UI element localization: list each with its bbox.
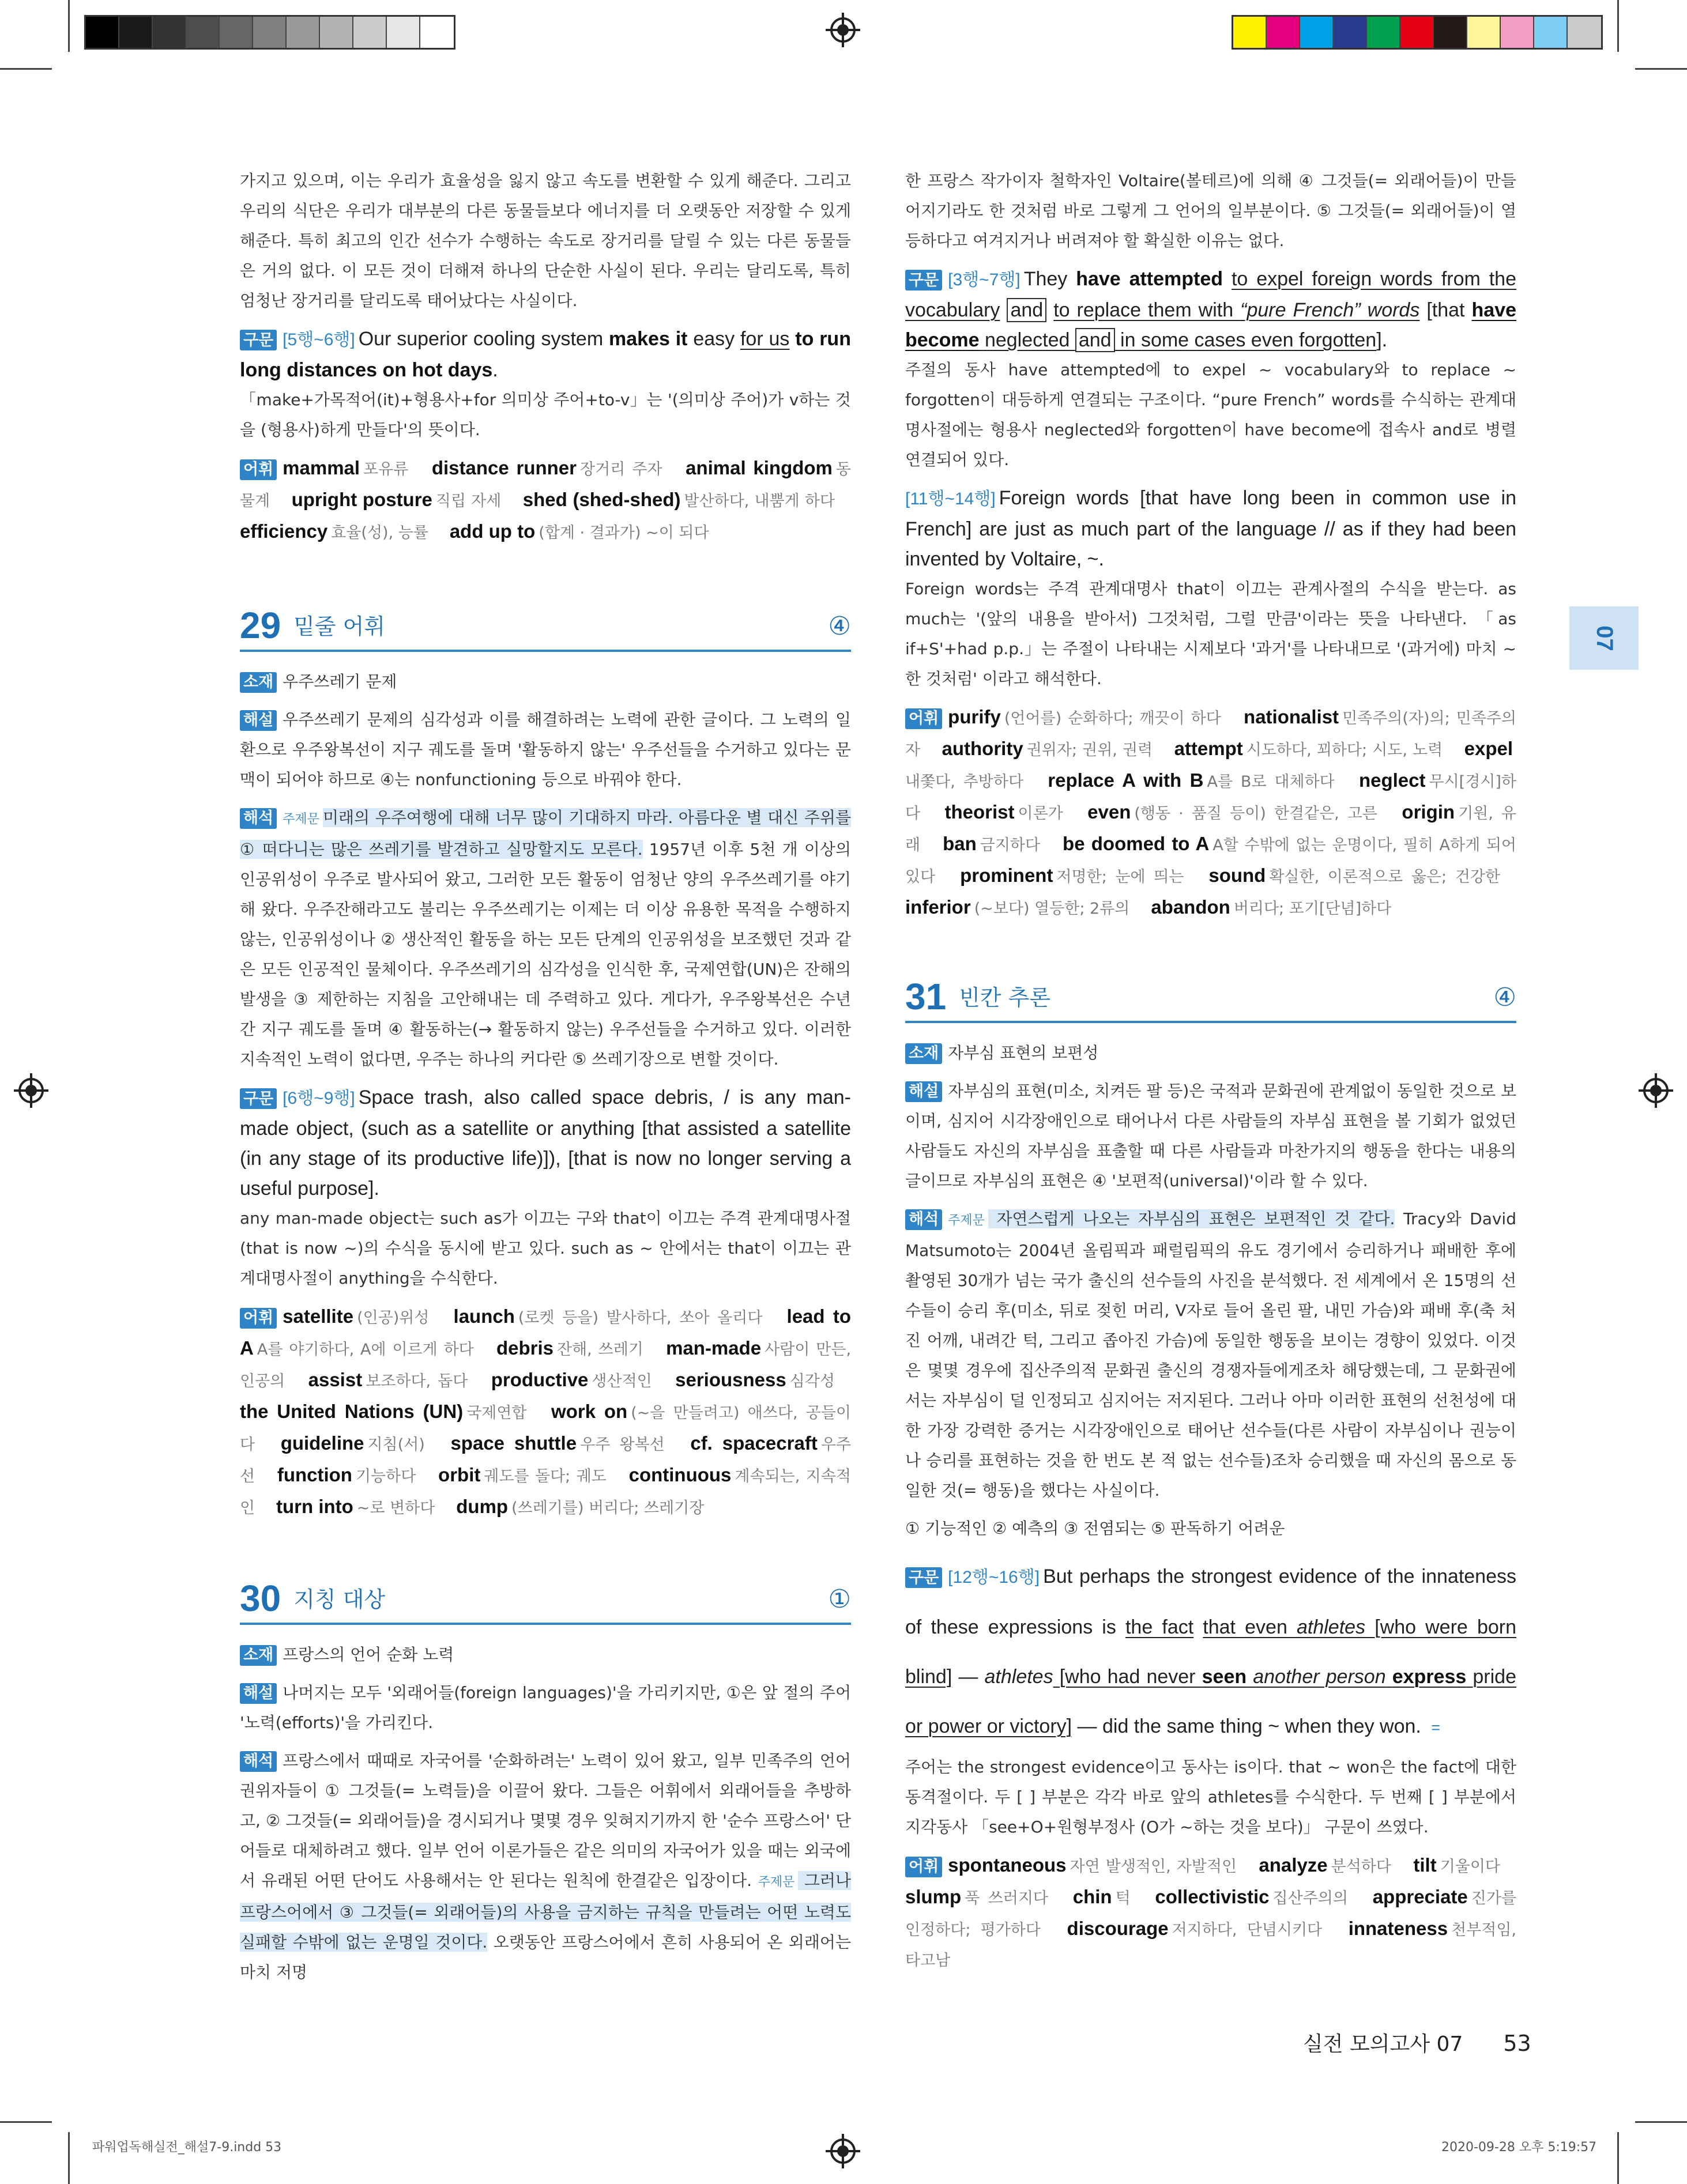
vocab-entry bbox=[432, 459, 662, 478]
vocab-entry bbox=[1067, 1920, 1323, 1939]
vocab-entry bbox=[960, 867, 1184, 886]
vocab-meaning: 민족주의(자)의; 민족주의자 bbox=[905, 710, 1516, 759]
vocab-word: add up to bbox=[449, 520, 536, 542]
q30-translation-continued: 한 프랑스 작가이자 철학자인 Voltaire(볼테르)에 의해 ④ 그것들(= 외래어들)이 만들어지기라도 한 것처럼 바로 그렇게 그 언어의 일부분이다. ⑤ 그것들(= 외래어들)이 열등하다고 여겨지거나 버려져야 할 확실한 이유는 없다. bbox=[905, 171, 1516, 250]
vocab-word: nationalist bbox=[1244, 706, 1339, 727]
vocab-entry bbox=[450, 1432, 665, 1454]
q31-translation: 해석 주제문 자연스럽게 나오는 자부심의 표현은 보편적인 것 같다. Tracy와 David Matsumoto는 2004년 올림픽과 패럴림픽의 유도 경기에서 승리하거나 패배한 후에 촬영된 30개가 넘는 국가 출신의 선수들의 사진을 분석했다. 전 세계에서 온 15명의 선수들이 승리 후(미소, 뒤로 젖힌 머리, V자로 들어 올린 팔, 내민 가슴)와 패배 후(축 처진 어깨, 내려간 턱, 그리고 좁아진 가슴)에 동일한 행동을 보이는 경향이 있었다. 이것은 몇몇 경우에 집산주의적 문화권 출신의 경쟁자들에게조차 해당했는데, 그 문화권에서는 자부심이 덜 인정되고 심지어는 저지된다. 그러나 아마 이러한 표현의 선천성에 대한 가장 강력한 증거는 시각장애인으로 태어난 선수들(다른 사람이 자부심이나 권능이나 승리를 표현하는 것을 한 번도 본 적 없는 선수들)조차 승리했을 때 자신의 몸으로 동일한 것(= 행동)을 했다는 사실이다. bbox=[905, 1209, 1516, 1500]
vocab-entry bbox=[456, 1498, 704, 1517]
q29-topic: 소재 우주쓰레기 문제 bbox=[240, 667, 851, 697]
vocab-meaning: (로켓 등을) 발사하다, 쏘아 올리다 bbox=[518, 1309, 763, 1327]
vocab-entry bbox=[283, 459, 408, 478]
color-swatch bbox=[1467, 17, 1501, 48]
vocab-word: attempt bbox=[1174, 738, 1243, 759]
vocab-meaning: 궤도를 돌다; 궤도 bbox=[484, 1468, 607, 1485]
vocab-meaning: 이론가 bbox=[1018, 805, 1063, 823]
vocab-word: innateness bbox=[1348, 1918, 1448, 1939]
vocab-entry bbox=[948, 1854, 1237, 1876]
color-swatch bbox=[119, 17, 153, 48]
color-swatch bbox=[1267, 17, 1300, 48]
vocab-entry bbox=[491, 1371, 652, 1390]
vocab-meaning: 버리다; 포기[단념]하다 bbox=[1233, 900, 1392, 918]
color-swatch bbox=[387, 17, 420, 48]
vocab-meaning: 직립 자세 bbox=[435, 492, 502, 510]
question-30-header bbox=[240, 1580, 851, 1625]
q31-explanation: 해설 자부심의 표현(미소, 치켜든 팔 등)은 국적과 문화권에 관계없이 동일한 것으로 보이며, 심지어 시각장애인으로 태어나서 다른 사람들의 자부심 표현을 볼 기회가 없었던 사람들도 자신의 자부심을 표출할 때 다른 사람들과 마찬가지의 행동을 한다는 내용의 글이므로 자부심의 표현은 ④ '보편적(universal)'이라 할 수 있다. bbox=[905, 1081, 1516, 1190]
vocab-word: collectivistic bbox=[1155, 1886, 1270, 1907]
q31-vocabulary: 어휘 spontaneous 자연 발생적인, 자발적인 analyze 분석하다 tilt 기울이다 slump 푹 쓰러지다 chin 턱 collectivistic 집산주의의 appreciate 진가를 인정하다; 평가하다 discourage 저지하다, 단념시키다 innateness 천부적임, 타고남 bbox=[905, 1854, 1517, 1970]
q29-vocabulary: 어휘 satellite (인공)위성 launch (로켓 등을) 발사하다, 쏘아 올리다 lead to A A를 야기하다, A에 이르게 하다 debris 잔해, 쓰레기 man-made 사람이 만든, 인공의 assist 보조하다, 돕다 productive 생산적인 seriousness 심각성 the United Nations (UN) 국제연합 work on (~을 만들려고) 애쓰다, 공들이다 guideline 지침(서) space shuttle 우주 왕복선 cf. spacecraft 우주선 function 기능하다 orbit 궤도를 돌다; 궤도 continuous 계속되는, 지속적인 turn into ~로 변하다 dump (쓰레기를) 버리다; 쓰레기장 bbox=[240, 1306, 852, 1517]
color-swatch bbox=[353, 17, 387, 48]
vocab-word: man-made bbox=[666, 1337, 762, 1359]
vocab-meaning: (인공)위성 bbox=[357, 1309, 430, 1327]
vocab-entry bbox=[1208, 867, 1500, 886]
vocab-word: distance runner bbox=[431, 457, 577, 478]
question-type: 지칭 대상 bbox=[293, 1587, 386, 1612]
vocab-meaning: 포유류 bbox=[363, 461, 409, 478]
vocab-meaning: 발산하다, 내뿜게 하다 bbox=[684, 492, 835, 510]
equals-mark: = bbox=[1431, 1719, 1441, 1736]
vocab-entry bbox=[1073, 1888, 1131, 1907]
slug-datetime: 2020-09-28 오후 5:19:57 bbox=[1441, 2140, 1597, 2155]
vocab-entry bbox=[308, 1371, 468, 1390]
vocab-word: animal kingdom bbox=[686, 457, 833, 478]
color-swatch bbox=[86, 17, 119, 48]
registration-mark-icon bbox=[826, 2134, 860, 2168]
vocab-word: tilt bbox=[1413, 1854, 1437, 1876]
vocab-meaning: 우주선 bbox=[240, 1436, 851, 1485]
vocab-word: replace A with B bbox=[1048, 770, 1204, 791]
left-column bbox=[240, 166, 851, 1996]
vocab-word: analyze bbox=[1259, 1854, 1328, 1876]
color-swatch bbox=[1300, 17, 1334, 48]
vocab-word: orbit bbox=[438, 1464, 481, 1485]
vocab-word: sound bbox=[1208, 865, 1266, 886]
color-swatch bbox=[1534, 17, 1568, 48]
vocab-word: purify bbox=[948, 706, 1001, 727]
vocab-meaning: 천부적임, 타고남 bbox=[905, 1921, 1517, 1970]
vocab-entry bbox=[1259, 1854, 1391, 1876]
color-swatch bbox=[1334, 17, 1367, 48]
vocab-word: chin bbox=[1072, 1886, 1112, 1907]
vocab-meaning: 분석하다 bbox=[1331, 1858, 1391, 1876]
vocab-word: abandon bbox=[1151, 896, 1230, 918]
vocab-entry bbox=[1174, 740, 1443, 759]
vocab-entry bbox=[948, 708, 1221, 727]
vocab-meaning: (언어를) 순화하다; 깨끗이 하다 bbox=[1004, 710, 1221, 727]
crop-mark bbox=[1635, 2121, 1687, 2123]
q31-topic: 소재 자부심 표현의 보편성 bbox=[905, 1038, 1516, 1068]
q31-choices: ① 기능적인 ② 예측의 ③ 전염되는 ⑤ 판독하기 어려운 bbox=[905, 1519, 1285, 1538]
crop-mark bbox=[1635, 68, 1687, 70]
question-type: 빈칸 추론 bbox=[959, 985, 1051, 1010]
right-column bbox=[905, 166, 1516, 1984]
color-swatch bbox=[1400, 17, 1434, 48]
vocab-entry bbox=[276, 1498, 435, 1517]
vocab-meaning: 턱 bbox=[1115, 1889, 1131, 1907]
registration-mark-icon bbox=[1639, 1073, 1673, 1108]
color-swatch bbox=[1568, 17, 1601, 48]
vocab-word: satellite bbox=[283, 1306, 354, 1327]
vocab-word: dump bbox=[456, 1496, 509, 1517]
vocab-meaning: 우주 왕복선 bbox=[580, 1436, 665, 1454]
grayscale-color-bar bbox=[84, 15, 455, 50]
vocab-meaning: 기원, 유래 bbox=[905, 805, 1516, 854]
vocab-meaning: 심각성 bbox=[789, 1372, 835, 1390]
question-number: 31 bbox=[905, 976, 947, 1017]
color-swatch bbox=[186, 17, 220, 48]
vocab-word: continuous bbox=[628, 1464, 732, 1485]
vocab-entry bbox=[943, 835, 1040, 854]
vocab-meaning: 생산적인 bbox=[592, 1372, 652, 1390]
vocab-word: upright posture bbox=[291, 489, 432, 510]
gumun-tag: 구문 bbox=[240, 330, 277, 350]
q30-explanation: 해설 나머지는 모두 '외래어들(foreign languages)'을 가리키지만, ①은 앞 절의 주어 '노력(efforts)'을 가리킨다. bbox=[240, 1683, 851, 1732]
vocab-word: lead to A bbox=[240, 1306, 852, 1359]
vocab-entry bbox=[1155, 1888, 1348, 1907]
vocab-entry bbox=[292, 491, 502, 510]
page-footer bbox=[1303, 2028, 1531, 2057]
vocab-word: origin bbox=[1402, 801, 1455, 823]
color-swatch bbox=[320, 17, 353, 48]
vocab-entry bbox=[449, 520, 709, 542]
registration-mark-icon bbox=[826, 13, 860, 47]
vocab-entry bbox=[283, 1308, 429, 1327]
vocab-meaning: 저명한; 눈에 띄는 bbox=[1056, 868, 1184, 886]
answer-badge: ④ bbox=[828, 612, 851, 641]
crop-mark bbox=[68, 0, 70, 52]
vocab-word: prominent bbox=[960, 865, 1053, 886]
vocab-word: assist bbox=[308, 1369, 363, 1390]
answer-badge: ④ bbox=[1493, 983, 1516, 1012]
q30-vocabulary: 어휘 purify (언어를) 순화하다; 깨끗이 하다 nationalist 민족주의(자)의; 민족주의자 authority 권위자; 권위, 권력 attempt 시도하다, 꾀하다; 시도, 노력 expel내쫓다, 추방하다 replace A with B A를 B로 대체하다 neglect 무시[경시]하다 theorist 이론가 even (행동 · 품질 등이) 한결같은, 고른 origin 기원, 유래 ban 금지하다 be doomed to A A할 수밖에 없는 운명이다, 필히 A하게 되어 있다 prominent 저명한; 눈에 띄는 sound 확실한, 이론적으로 옳은; 건강한 inferior (~보다) 열등한; 2류의 abandon 버리다; 포기[단념]하다 bbox=[905, 706, 1516, 918]
vocab-word: space shuttle bbox=[450, 1432, 577, 1454]
vocab-meaning: 지침(서) bbox=[367, 1436, 425, 1454]
color-swatch bbox=[420, 17, 454, 48]
vocab-meaning: 기울이다 bbox=[1440, 1858, 1501, 1876]
q28-vocabulary bbox=[240, 453, 851, 548]
vocab-word: appreciate bbox=[1372, 1886, 1468, 1907]
vocab-entry bbox=[438, 1466, 607, 1485]
vocab-meaning: 무시[경시]하다 bbox=[905, 773, 1516, 823]
vocab-word: inferior bbox=[905, 896, 971, 918]
vocab-word: spontaneous bbox=[948, 1854, 1067, 1876]
q30-topic: 소재 프랑스의 언어 순화 노력 bbox=[240, 1640, 851, 1670]
color-swatch bbox=[1233, 17, 1267, 48]
cmyk-color-bar bbox=[1232, 15, 1603, 50]
vocab-meaning: 푹 쓰러지다 bbox=[965, 1889, 1049, 1907]
vocab-meaning: 보조하다, 돕다 bbox=[366, 1372, 468, 1390]
answer-badge: ① bbox=[828, 1585, 851, 1614]
vocab-meaning: A를 B로 대체하다 bbox=[1207, 773, 1335, 791]
vocab-word: guideline bbox=[280, 1432, 364, 1454]
vocab-tag: 어휘 bbox=[240, 459, 277, 480]
vocab-word: discourage bbox=[1067, 1918, 1169, 1939]
vocab-meaning: 효율(성), 능률 bbox=[331, 524, 428, 542]
vocab-entry bbox=[280, 1432, 425, 1454]
vocab-meaning: 내쫓다, 추방하다 bbox=[905, 773, 1024, 791]
vocab-entry bbox=[1087, 801, 1378, 823]
vocab-meaning: A할 수밖에 없는 운명이다, 필히 A하게 되어 있다 bbox=[905, 836, 1516, 886]
vocab-word: turn into bbox=[276, 1496, 353, 1517]
vocab-meaning: (쓰레기를) 버리다; 쓰레기장 bbox=[511, 1499, 705, 1517]
vocab-meaning: 장거리 주자 bbox=[580, 461, 662, 478]
vocab-entry bbox=[942, 740, 1153, 759]
crop-mark bbox=[0, 68, 52, 70]
vocab-meaning: 확실한, 이론적으로 옳은; 건강한 bbox=[1269, 868, 1500, 886]
registration-mark-icon bbox=[14, 1073, 48, 1108]
question-type: 밑줄 어휘 bbox=[293, 614, 386, 639]
vocab-meaning: (합계 · 결과가) ~이 되다 bbox=[539, 524, 709, 542]
vocab-word: shed (shed-shed) bbox=[522, 489, 681, 510]
crop-mark bbox=[1617, 2132, 1619, 2184]
vocab-meaning: 사람이 만든, 인공의 bbox=[240, 1341, 852, 1390]
vocab-meaning: (~을 만들려고) 애쓰다, 공들이다 bbox=[240, 1404, 851, 1454]
vocab-meaning: 기능하다 bbox=[355, 1468, 416, 1485]
vocab-meaning: A를 야기하다, A에 이르게 하다 bbox=[257, 1341, 474, 1359]
vocab-entry bbox=[675, 1371, 835, 1390]
vocab-meaning: 집산주의의 bbox=[1272, 1889, 1348, 1907]
color-swatch bbox=[1434, 17, 1467, 48]
crop-mark bbox=[0, 2121, 52, 2123]
question-number: 29 bbox=[240, 605, 281, 646]
color-swatch bbox=[153, 17, 186, 48]
chapter-side-tab: 07 bbox=[1569, 606, 1639, 670]
vocab-meaning: ~로 변하다 bbox=[356, 1499, 435, 1517]
vocab-word: productive bbox=[491, 1369, 589, 1390]
color-swatch bbox=[1501, 17, 1534, 48]
vocab-word: seriousness bbox=[675, 1369, 786, 1390]
vocab-entry bbox=[277, 1466, 416, 1485]
vocab-word: be doomed to A bbox=[1063, 833, 1210, 854]
vocab-entry bbox=[496, 1337, 643, 1359]
vocab-entry bbox=[905, 896, 1130, 918]
vocab-entry bbox=[454, 1308, 763, 1327]
vocab-meaning: 금지하다 bbox=[980, 836, 1041, 854]
vocab-entry bbox=[1048, 772, 1334, 791]
vocab-word: efficiency bbox=[240, 520, 328, 542]
vocab-meaning: 저지하다, 단념시키다 bbox=[1172, 1921, 1323, 1939]
vocab-word: neglect bbox=[1358, 770, 1426, 791]
question-31-header bbox=[905, 978, 1516, 1023]
vocab-word: the United Nations (UN) bbox=[240, 1401, 464, 1422]
q29-grammar-note: 구문 [6행~9행] Space trash, also called space debris, / is any man-made object, (such as a satellite or anything [that assisted a satellite (in any stage of its productive life)]), [that is now no longer serving a useful purpose]. any man-made object는 such as가 이끄는 구와 that이 이끄는 주격 관계대명사절(that is now ~)의 수식을 동시에 받고 있다. such as ~ 안에서는 that이 이끄는 관계대명사절이 anything을 수식한다. bbox=[240, 1087, 851, 1288]
q30-grammar-note-1: 구문 [3행~7행] They have attempted to expel foreign words from the vocabulary and to replace them with “pure French” words [that have become neglected and in some cases even forgotten]. 주절의 동사 have attempted에 to expel ~ vocabulary와 to replace ~ forgotten이 대등하게 연결되는 구조이다. “pure French” words를 수식하는 관계대명사절에는 형용사 neglected와 forgotten이 have become에 접속사 and로 병렬 연결되어 있다. bbox=[905, 268, 1517, 469]
vocab-word: expel bbox=[1464, 738, 1513, 759]
vocab-word: launch bbox=[453, 1306, 515, 1327]
question-number: 30 bbox=[240, 1578, 281, 1619]
question-29-header bbox=[240, 607, 851, 652]
q31-grammar-note: 구문 [12행~16행] But perhaps the strongest evidence of the innateness of these expressions is the fact that even athletes [who were born blind] — athletes [who had never seen another person express pride or power or victory] — did the same thing ~ when they won. = 주어는 the strongest evidence이고 동사는 is이다. that ~ won은 the fact에 대한 동격절이다. 두 [ ] 부분은 각각 바로 앞의 athletes를 수식한다. 두 번째 [ ] 부분에서 지각동사 「see+O+원형부정사 (O가 ~하는 것을 보다)」 구문이 쓰였다. bbox=[905, 1566, 1516, 1836]
vocab-word: ban bbox=[943, 833, 977, 854]
vocab-entry bbox=[1413, 1854, 1501, 1876]
vocab-meaning: 국제연합 bbox=[466, 1404, 527, 1422]
vocab-meaning: (행동 · 품질 등이) 한결같은, 고른 bbox=[1134, 805, 1378, 823]
vocab-entry bbox=[1151, 896, 1392, 918]
q29-explanation: 해설 우주쓰레기 문제의 심각성과 이를 해결하려는 노력에 관한 글이다. 그 노력의 일환으로 우주왕복선이 지구 궤도를 돌며 '활동하지 않는' 우주선들을 수거하고 있다는 문맥이 되어야 하므로 ④는 nonfunctioning 등으로 바꿔야 한다. bbox=[240, 710, 851, 789]
vocab-meaning: 시도하다, 꾀하다; 시도, 노력 bbox=[1246, 741, 1443, 759]
vocab-meaning: 권위자; 권위, 권력 bbox=[1026, 741, 1153, 759]
q28-grammar-note: 구문 [5행~6행] Our superior cooling system makes it easy for us to run long distances on hot days. 「make+가목적어(it)+형용사+for 의미상 주어+to-v」는 '(의미상 주어)가 v하는 것을 (형용사)하게 만들다'의 뜻이다. bbox=[240, 324, 851, 445]
vocab-entry bbox=[523, 491, 835, 510]
vocab-word: theorist bbox=[944, 801, 1015, 823]
vocab-meaning: (~보다) 열등한; 2류의 bbox=[974, 900, 1130, 918]
vocab-entry bbox=[905, 1888, 1048, 1907]
vocab-meaning: 계속되는, 지속적인 bbox=[240, 1468, 851, 1517]
q30-grammar-note-2: [11행~14행] Foreign words [that have long been in common use in French] are just as much part of the language // as if they had been invented by Voltaire, ~. Foreign words는 주격 관계대명사 that이 이끄는 관계사절의 수식을 받는다. as much는 '(앞의 내용을 받아서) 그것처럼, 그럴 만큼'이라는 뜻을 나타낸다. 「as if+S'+had p.p.」는 주절이 나타내는 시제보다 '과거'를 나타내므로 '(과거에) 마치 ~한 것처럼' 이라고 해석한다. bbox=[905, 487, 1516, 688]
color-swatch bbox=[253, 17, 287, 48]
vocab-meaning: 동물계 bbox=[240, 461, 851, 510]
grammar-explanation: 「make+가목적어(it)+형용사+for 의미상 주어+to-v」는 '(의미상 주어)가 v하는 것을 (형용사)하게 만들다'의 뜻이다. bbox=[240, 390, 851, 439]
q29-translation: 해석 주제문 미래의 우주여행에 대해 너무 많이 기대하지 마라. 아름다운 별 대신 주위를 ① 떠다니는 많은 쓰레기를 발견하고 실망할지도 모른다. 1957년 이후 5천 개 이상의 인공위성이 우주로 발사되어 왔고, 그러한 모든 활동이 엄청난 양의 우주쓰레기를 야기해 왔다. 우주잔해라고도 불리는 우주쓰레기는 이제는 더 이상 유용한 목적을 수행하지 않는, 인공위성이나 ② 생산적인 활동을 하는 모든 단계의 인공위성을 보조했던 것과 같은 모든 인공적인 물체이다. 우주쓰레기의 심각성을 인식한 후, 국제연합(UN)은 잔해의 발생을 ③ 제한하는 지침을 고안해내는 데 주력하고 있다. 게다가, 우주왕복선은 수년 간 지구 궤도를 돌며 ④ 활동하는(→ 활동하지 않는) 우주선들을 수거하고 있다. 이러한 지속적인 노력이 없다면, 우주는 하나의 커다란 ⑤ 쓰레기장으로 변할 것이다. bbox=[240, 808, 851, 1069]
page-number: 53 bbox=[1503, 2031, 1531, 2056]
vocab-word: even bbox=[1087, 801, 1131, 823]
vocab-word: cf. spacecraft bbox=[690, 1432, 818, 1454]
vocab-meaning: 잔해, 쓰레기 bbox=[557, 1341, 643, 1359]
vocab-word: mammal bbox=[283, 457, 360, 478]
vocab-word: work on bbox=[551, 1401, 628, 1422]
vocab-entry bbox=[240, 1403, 527, 1422]
vocab-word: authority bbox=[942, 738, 1023, 759]
q28-translation-continued: 가지고 있으며, 이는 우리가 효율성을 잃지 않고 속도를 변환할 수 있게 해준다. 그리고 우리의 식단은 우리가 대부분의 다른 동물들보다 에너지를 더 오랫동안 저장할 수 있게 해준다. 특히 최고의 인간 선수가 수행하는 속도로 장거리를 달릴 수 있는 다른 동물들은 거의 없다. 이 모든 것이 더해져 하나의 단순한 사실이 된다. 우리는 달리도록, 특히 엄청난 장거리를 달리도록 태어났다는 사실이다. bbox=[240, 171, 851, 310]
q30-translation: 해석 프랑스에서 때때로 자국어를 '순화하려는' 노력이 있어 왔고, 일부 민족주의 언어 권위자들이 ① 그것들(= 노력들)을 이끌어 왔다. 그들은 어휘에서 외래어들을 추방하고, ② 그것들(= 외래어들)을 경시되거나 몇몇 경우 잊혀지기까지 한 '순수 프랑스어' 단어들로 대체하려고 했다. 일부 언어 이론가들은 같은 의미의 자국어가 있을 때는 외국에서 유래된 어떤 단어도 사용해서는 안 된다는 원칙에 한결같은 입장이다. 주제문 그러나 프랑스어에서 ③ 그것들(= 외래어들)의 사용을 금지하는 규칙을 만들려는 어떤 노력도 실패할 수밖에 없는 운명일 것이다. 오랫동안 프랑스어에서 흔히 사용되어 온 외래어는 마치 저명 bbox=[240, 1751, 851, 1982]
vocab-entry bbox=[944, 801, 1063, 823]
vocab-meaning: 진가를 인정하다; 평가하다 bbox=[905, 1889, 1517, 1939]
vocab-word: function bbox=[277, 1464, 352, 1485]
slug-filename: 파워업독해실전_해설7-9.indd 53 bbox=[92, 2140, 282, 2155]
vocab-meaning: 자연 발생적인, 자발적인 bbox=[1070, 1858, 1237, 1876]
color-swatch bbox=[287, 17, 320, 48]
crop-mark bbox=[1617, 0, 1619, 52]
vocab-word: slump bbox=[905, 1886, 962, 1907]
color-swatch bbox=[1367, 17, 1400, 48]
crop-mark bbox=[68, 2132, 70, 2184]
color-swatch bbox=[220, 17, 253, 48]
vocab-word: debris bbox=[496, 1337, 554, 1359]
footer-title: 실전 모의고사 07 bbox=[1303, 2032, 1463, 2056]
vocab-entry bbox=[240, 520, 428, 542]
